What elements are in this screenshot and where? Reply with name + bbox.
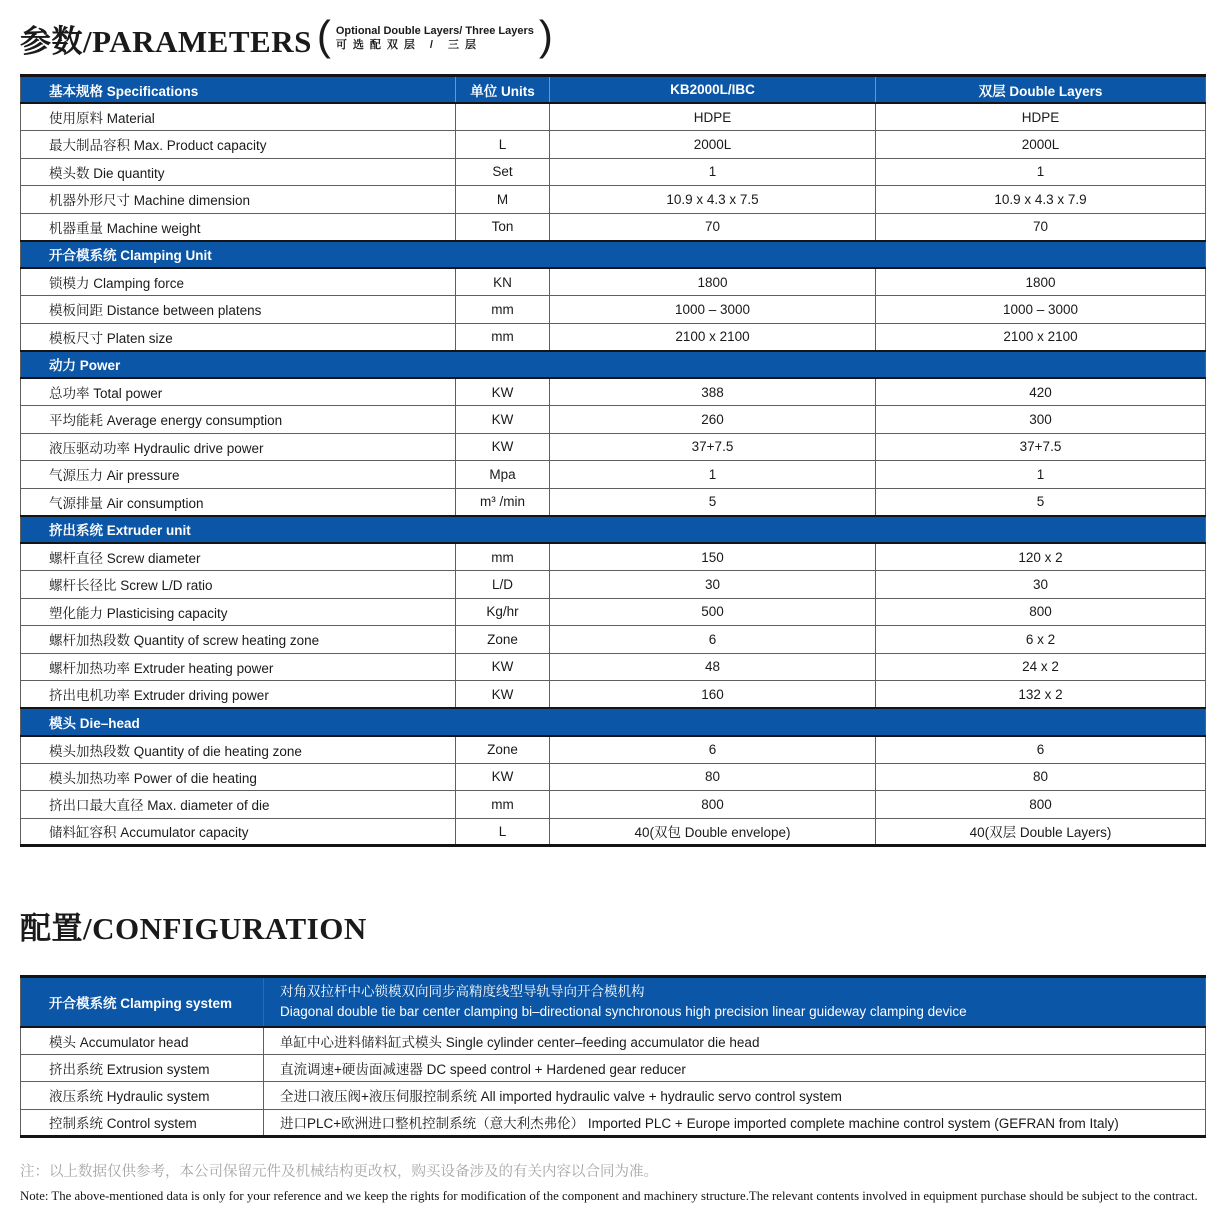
spec-row xyxy=(21,571,1206,599)
spacer xyxy=(20,847,1205,901)
spec-row xyxy=(21,681,1206,709)
spec-label: 挤出电机功率 Extruder driving power xyxy=(21,681,456,709)
config-label: 液压系统 Hydraulic system xyxy=(21,1082,264,1110)
spec-value-kb2000l: 6 xyxy=(550,736,876,764)
spec-value-double-layers: 40(双层 Double Layers) xyxy=(876,818,1206,846)
spec-label: 锁模力 Clamping force xyxy=(21,268,456,296)
config-row xyxy=(21,977,1206,1027)
spec-label: 模头数 Die quantity xyxy=(21,158,456,186)
spec-value-double-layers: 37+7.5 xyxy=(876,433,1206,461)
spec-value-double-layers: 10.9 x 4.3 x 7.9 xyxy=(876,186,1206,214)
spec-value-kb2000l: 160 xyxy=(550,681,876,709)
spec-value-double-layers: 6 xyxy=(876,736,1206,764)
spec-label: 模头加热段数 Quantity of die heating zone xyxy=(21,736,456,764)
spec-row xyxy=(21,158,1206,186)
configuration-title-text: 配置/CONFIGURATION xyxy=(20,910,367,946)
config-row xyxy=(21,1082,1206,1110)
spec-unit: Kg/hr xyxy=(456,598,550,626)
spec-value-double-layers: 132 x 2 xyxy=(876,681,1206,709)
config-value: 全进口液压阀+液压伺服控制系统 All imported hydraulic valve + hydraulic servo control system xyxy=(264,1082,1206,1110)
parameters-title-text: 参数/PARAMETERS xyxy=(20,23,312,59)
spec-unit: Set xyxy=(456,158,550,186)
section-header-row xyxy=(21,516,1206,544)
parameters-subtitle xyxy=(336,24,534,52)
parameters-subtitle-en: Optional Double Layers/ Three Layers xyxy=(335,25,534,37)
header-model-kb2000l-ibc: KB2000L/IBC xyxy=(550,76,876,104)
configuration-table xyxy=(20,975,1206,1138)
config-value: 直流调速+硬齿面减速器 DC speed control + Hardened gear reducer xyxy=(264,1054,1206,1082)
spec-value-double-layers: 5 xyxy=(876,488,1206,516)
spec-label: 最大制品容积 Max. Product capacity xyxy=(21,131,456,159)
spec-row xyxy=(21,433,1206,461)
spec-value-double-layers: 1 xyxy=(876,158,1206,186)
config-value-line: 对角双拉杆中心锁模双向同步高精度线型导轨导向开合模机构 xyxy=(280,983,645,999)
note-chinese: 注：以上数据仅供参考，本公司保留元件及机械结构更改权，购买设备涉及的有关内容以合同为准。 xyxy=(20,1164,658,1180)
spec-value-kb2000l: 2100 x 2100 xyxy=(550,323,876,351)
spec-row xyxy=(21,213,1206,241)
spec-unit: m³ /min xyxy=(456,488,550,516)
spec-label: 机器外形尺寸 Machine dimension xyxy=(21,186,456,214)
spec-unit: KW xyxy=(456,681,550,709)
spec-value-double-layers: 2000L xyxy=(876,131,1206,159)
spec-unit: Zone xyxy=(456,626,550,654)
header-double-layers: 双层 Double Layers xyxy=(876,76,1206,104)
header-specifications: 基本规格 Specifications xyxy=(21,76,456,104)
spec-unit: mm xyxy=(456,543,550,571)
spec-row xyxy=(21,598,1206,626)
spec-unit: L xyxy=(456,131,550,159)
spec-value-kb2000l: 260 xyxy=(550,406,876,434)
spec-value-kb2000l: HDPE xyxy=(550,103,876,131)
spec-value-double-layers: 1000 – 3000 xyxy=(876,296,1206,324)
spec-label: 气源排量 Air consumption xyxy=(21,488,456,516)
config-value xyxy=(264,977,1206,1027)
section-header-row xyxy=(21,708,1206,736)
spec-value-kb2000l: 37+7.5 xyxy=(550,433,876,461)
spec-unit: KW xyxy=(456,433,550,461)
spec-row xyxy=(21,378,1206,406)
section-header-label: 动力 Power xyxy=(21,351,1206,379)
spec-unit: Ton xyxy=(456,213,550,241)
spec-value-double-layers: 1 xyxy=(876,461,1206,489)
header-units: 单位 Units xyxy=(456,76,550,104)
spec-unit: L/D xyxy=(456,571,550,599)
spec-label: 螺杆直径 Screw diameter xyxy=(21,543,456,571)
section-header-row xyxy=(21,241,1206,269)
spec-label: 螺杆长径比 Screw L/D ratio xyxy=(21,571,456,599)
spec-value-kb2000l: 80 xyxy=(550,763,876,791)
spec-value-double-layers: 80 xyxy=(876,763,1206,791)
spec-label: 螺杆加热功率 Extruder heating power xyxy=(21,653,456,681)
spec-label: 模板间距 Distance between platens xyxy=(21,296,456,324)
spec-label: 塑化能力 Plasticising capacity xyxy=(21,598,456,626)
spec-value-double-layers: 1800 xyxy=(876,268,1206,296)
spec-value-kb2000l: 1800 xyxy=(550,268,876,296)
spec-label: 气源压力 Air pressure xyxy=(21,461,456,489)
spec-value-double-layers: 420 xyxy=(876,378,1206,406)
spec-value-kb2000l: 2000L xyxy=(550,131,876,159)
spec-value-kb2000l: 800 xyxy=(550,791,876,819)
spec-value-double-layers: 800 xyxy=(876,791,1206,819)
spec-value-kb2000l: 1000 – 3000 xyxy=(550,296,876,324)
spec-value-kb2000l: 5 xyxy=(550,488,876,516)
spec-row xyxy=(21,818,1206,846)
configuration-title xyxy=(20,901,1205,949)
spec-label: 平均能耗 Average energy consumption xyxy=(21,406,456,434)
section-header-label: 开合模系统 Clamping Unit xyxy=(21,241,1206,269)
spec-row xyxy=(21,543,1206,571)
spec-row xyxy=(21,323,1206,351)
spec-value-kb2000l: 6 xyxy=(550,626,876,654)
note-english: Note: The above-mentioned data is only for your reference and we keep the rights for modification of the component and machinery structure.The relevant contents involved in equipment purchase should be subject to the contract. xyxy=(20,1189,1198,1203)
spec-label: 挤出口最大直径 Max. diameter of die xyxy=(21,791,456,819)
spec-label: 总功率 Total power xyxy=(21,378,456,406)
spec-row xyxy=(21,736,1206,764)
spec-row xyxy=(21,103,1206,131)
spec-row xyxy=(21,186,1206,214)
config-row xyxy=(21,1054,1206,1082)
spec-value-double-layers: 800 xyxy=(876,598,1206,626)
spec-unit: mm xyxy=(456,791,550,819)
spec-value-kb2000l: 1 xyxy=(550,158,876,186)
spec-value-kb2000l: 40(双包 Double envelope) xyxy=(550,818,876,846)
spec-value-double-layers: 6 x 2 xyxy=(876,626,1206,654)
spec-row xyxy=(21,791,1206,819)
spec-unit: KW xyxy=(456,653,550,681)
spec-unit: mm xyxy=(456,323,550,351)
spec-value-kb2000l: 10.9 x 4.3 x 7.5 xyxy=(550,186,876,214)
spec-label: 螺杆加热段数 Quantity of screw heating zone xyxy=(21,626,456,654)
spec-label: 模板尺寸 Platen size xyxy=(21,323,456,351)
config-label: 控制系统 Control system xyxy=(21,1109,264,1137)
config-value-line: Diagonal double tie bar center clamping bi–directional synchronous high precision linear guideway clamping device xyxy=(280,1003,967,1019)
config-label: 模头 Accumulator head xyxy=(21,1027,264,1055)
spec-unit: Zone xyxy=(456,736,550,764)
spec-value-double-layers: 30 xyxy=(876,571,1206,599)
spec-unit: KW xyxy=(456,378,550,406)
spec-row xyxy=(21,763,1206,791)
spec-value-double-layers: HDPE xyxy=(876,103,1206,131)
spec-value-kb2000l: 388 xyxy=(550,378,876,406)
spec-value-kb2000l: 150 xyxy=(550,543,876,571)
spec-label: 使用原料 Material xyxy=(21,103,456,131)
spec-row xyxy=(21,296,1206,324)
section-header-label: 挤出系统 Extruder unit xyxy=(21,516,1206,544)
close-paren: ) xyxy=(538,12,553,59)
spec-value-double-layers: 70 xyxy=(876,213,1206,241)
config-label: 开合模系统 Clamping system xyxy=(21,977,264,1027)
config-row xyxy=(21,1109,1206,1137)
spec-value-double-layers: 2100 x 2100 xyxy=(876,323,1206,351)
spec-value-kb2000l: 48 xyxy=(550,653,876,681)
section-header-label: 模头 Die–head xyxy=(21,708,1206,736)
spec-value-kb2000l: 500 xyxy=(550,598,876,626)
spec-label: 机器重量 Machine weight xyxy=(21,213,456,241)
config-value: 进口PLC+欧洲进口整机控制系统（意大利杰弗伦） Imported PLC + Europe imported complete machine control system (GEFRAN from Italy) xyxy=(264,1109,1206,1137)
spec-value-kb2000l: 30 xyxy=(550,571,876,599)
spec-unit: L xyxy=(456,818,550,846)
spec-value-kb2000l: 1 xyxy=(550,461,876,489)
parameters-subtitle-cn: 可选配双层 / 三层 xyxy=(335,39,482,51)
config-row xyxy=(21,1027,1206,1055)
parameters-title xyxy=(20,14,1205,62)
spec-value-kb2000l: 70 xyxy=(550,213,876,241)
spec-value-double-layers: 300 xyxy=(876,406,1206,434)
spec-unit: KN xyxy=(456,268,550,296)
config-label: 挤出系统 Extrusion system xyxy=(21,1054,264,1082)
spec-unit: Mpa xyxy=(456,461,550,489)
open-paren: ( xyxy=(316,12,331,59)
spec-row xyxy=(21,626,1206,654)
spec-label: 储料缸容积 Accumulator capacity xyxy=(21,818,456,846)
spec-unit: KW xyxy=(456,763,550,791)
spec-value-double-layers: 24 x 2 xyxy=(876,653,1206,681)
spec-row xyxy=(21,131,1206,159)
spec-row xyxy=(21,488,1206,516)
spec-row xyxy=(21,653,1206,681)
spec-unit: mm xyxy=(456,296,550,324)
section-header-row xyxy=(21,351,1206,379)
config-value: 单缸中心进料储料缸式模头 Single cylinder center–feeding accumulator die head xyxy=(264,1027,1206,1055)
spec-label: 模头加热功率 Power of die heating xyxy=(21,763,456,791)
spec-row xyxy=(21,406,1206,434)
parameters-table xyxy=(20,74,1206,847)
spec-value-double-layers: 120 x 2 xyxy=(876,543,1206,571)
spec-row xyxy=(21,461,1206,489)
spec-unit xyxy=(456,103,550,131)
spec-row xyxy=(21,268,1206,296)
parameters-header-row xyxy=(21,76,1206,104)
spec-label: 液压驱动功率 Hydraulic drive power xyxy=(21,433,456,461)
spec-unit: KW xyxy=(456,406,550,434)
spec-unit: M xyxy=(456,186,550,214)
